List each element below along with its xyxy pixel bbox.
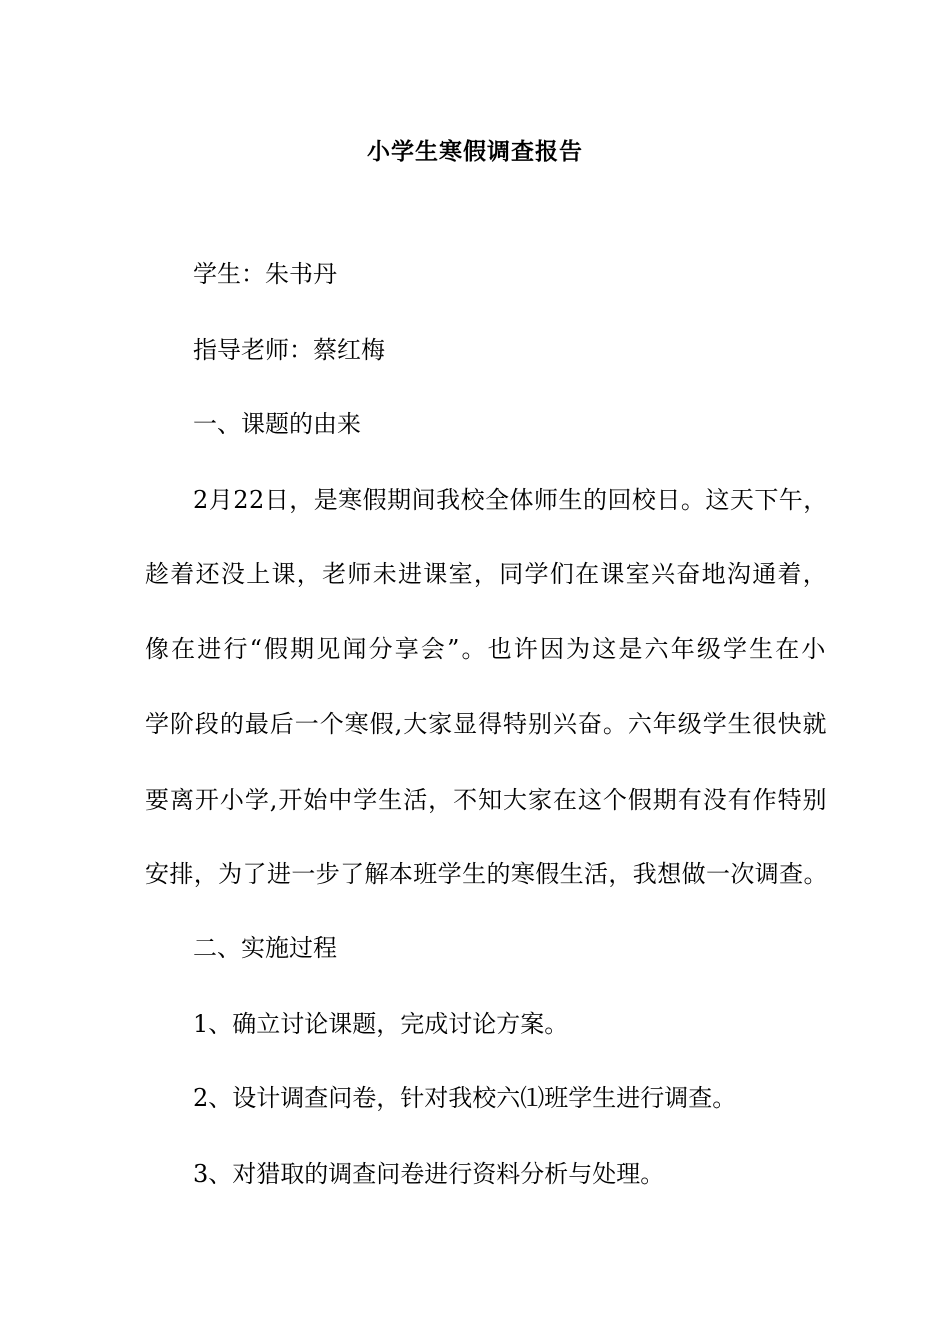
paragraph-line-3: 像在进行“假期见闻分享会”。也许因为这是六年级学生在小 (145, 635, 828, 663)
step-item-3: 3、对猎取的调查问卷进行资料分析与处理。 (193, 1160, 665, 1188)
paragraph-line-1: 2月22日，是寒假期间我校全体师生的回校日。这天下午， (193, 486, 828, 514)
step-item-2: 2、设计调查问卷，针对我校六⑴班学生进行调查。 (193, 1084, 737, 1112)
step-item-1: 1、确立讨论课题，完成讨论方案。 (193, 1010, 569, 1038)
paragraph-line-4: 学阶段的最后一个寒假,大家显得特别兴奋。六年级学生很快就 (145, 710, 828, 738)
paragraph-line-2: 趁着还没上课，老师未进课室，同学们在课室兴奋地沟通着， (145, 560, 829, 588)
page-title: 小学生寒假调查报告 (367, 139, 583, 165)
paragraph-line-5: 要离开小学,开始中学生活，不知大家在这个假期有没有作特别 (145, 786, 828, 814)
section2-heading: 二、实施过程 (193, 934, 337, 962)
paragraph-line-6: 安排，为了进一步了解本班学生的寒假生活，我想做一次调查。 (145, 860, 828, 888)
student-line: 学生：朱书丹 (193, 260, 337, 288)
teacher-line: 指导老师：蔡红梅 (193, 336, 385, 364)
section1-heading: 一、课题的由来 (193, 410, 361, 438)
